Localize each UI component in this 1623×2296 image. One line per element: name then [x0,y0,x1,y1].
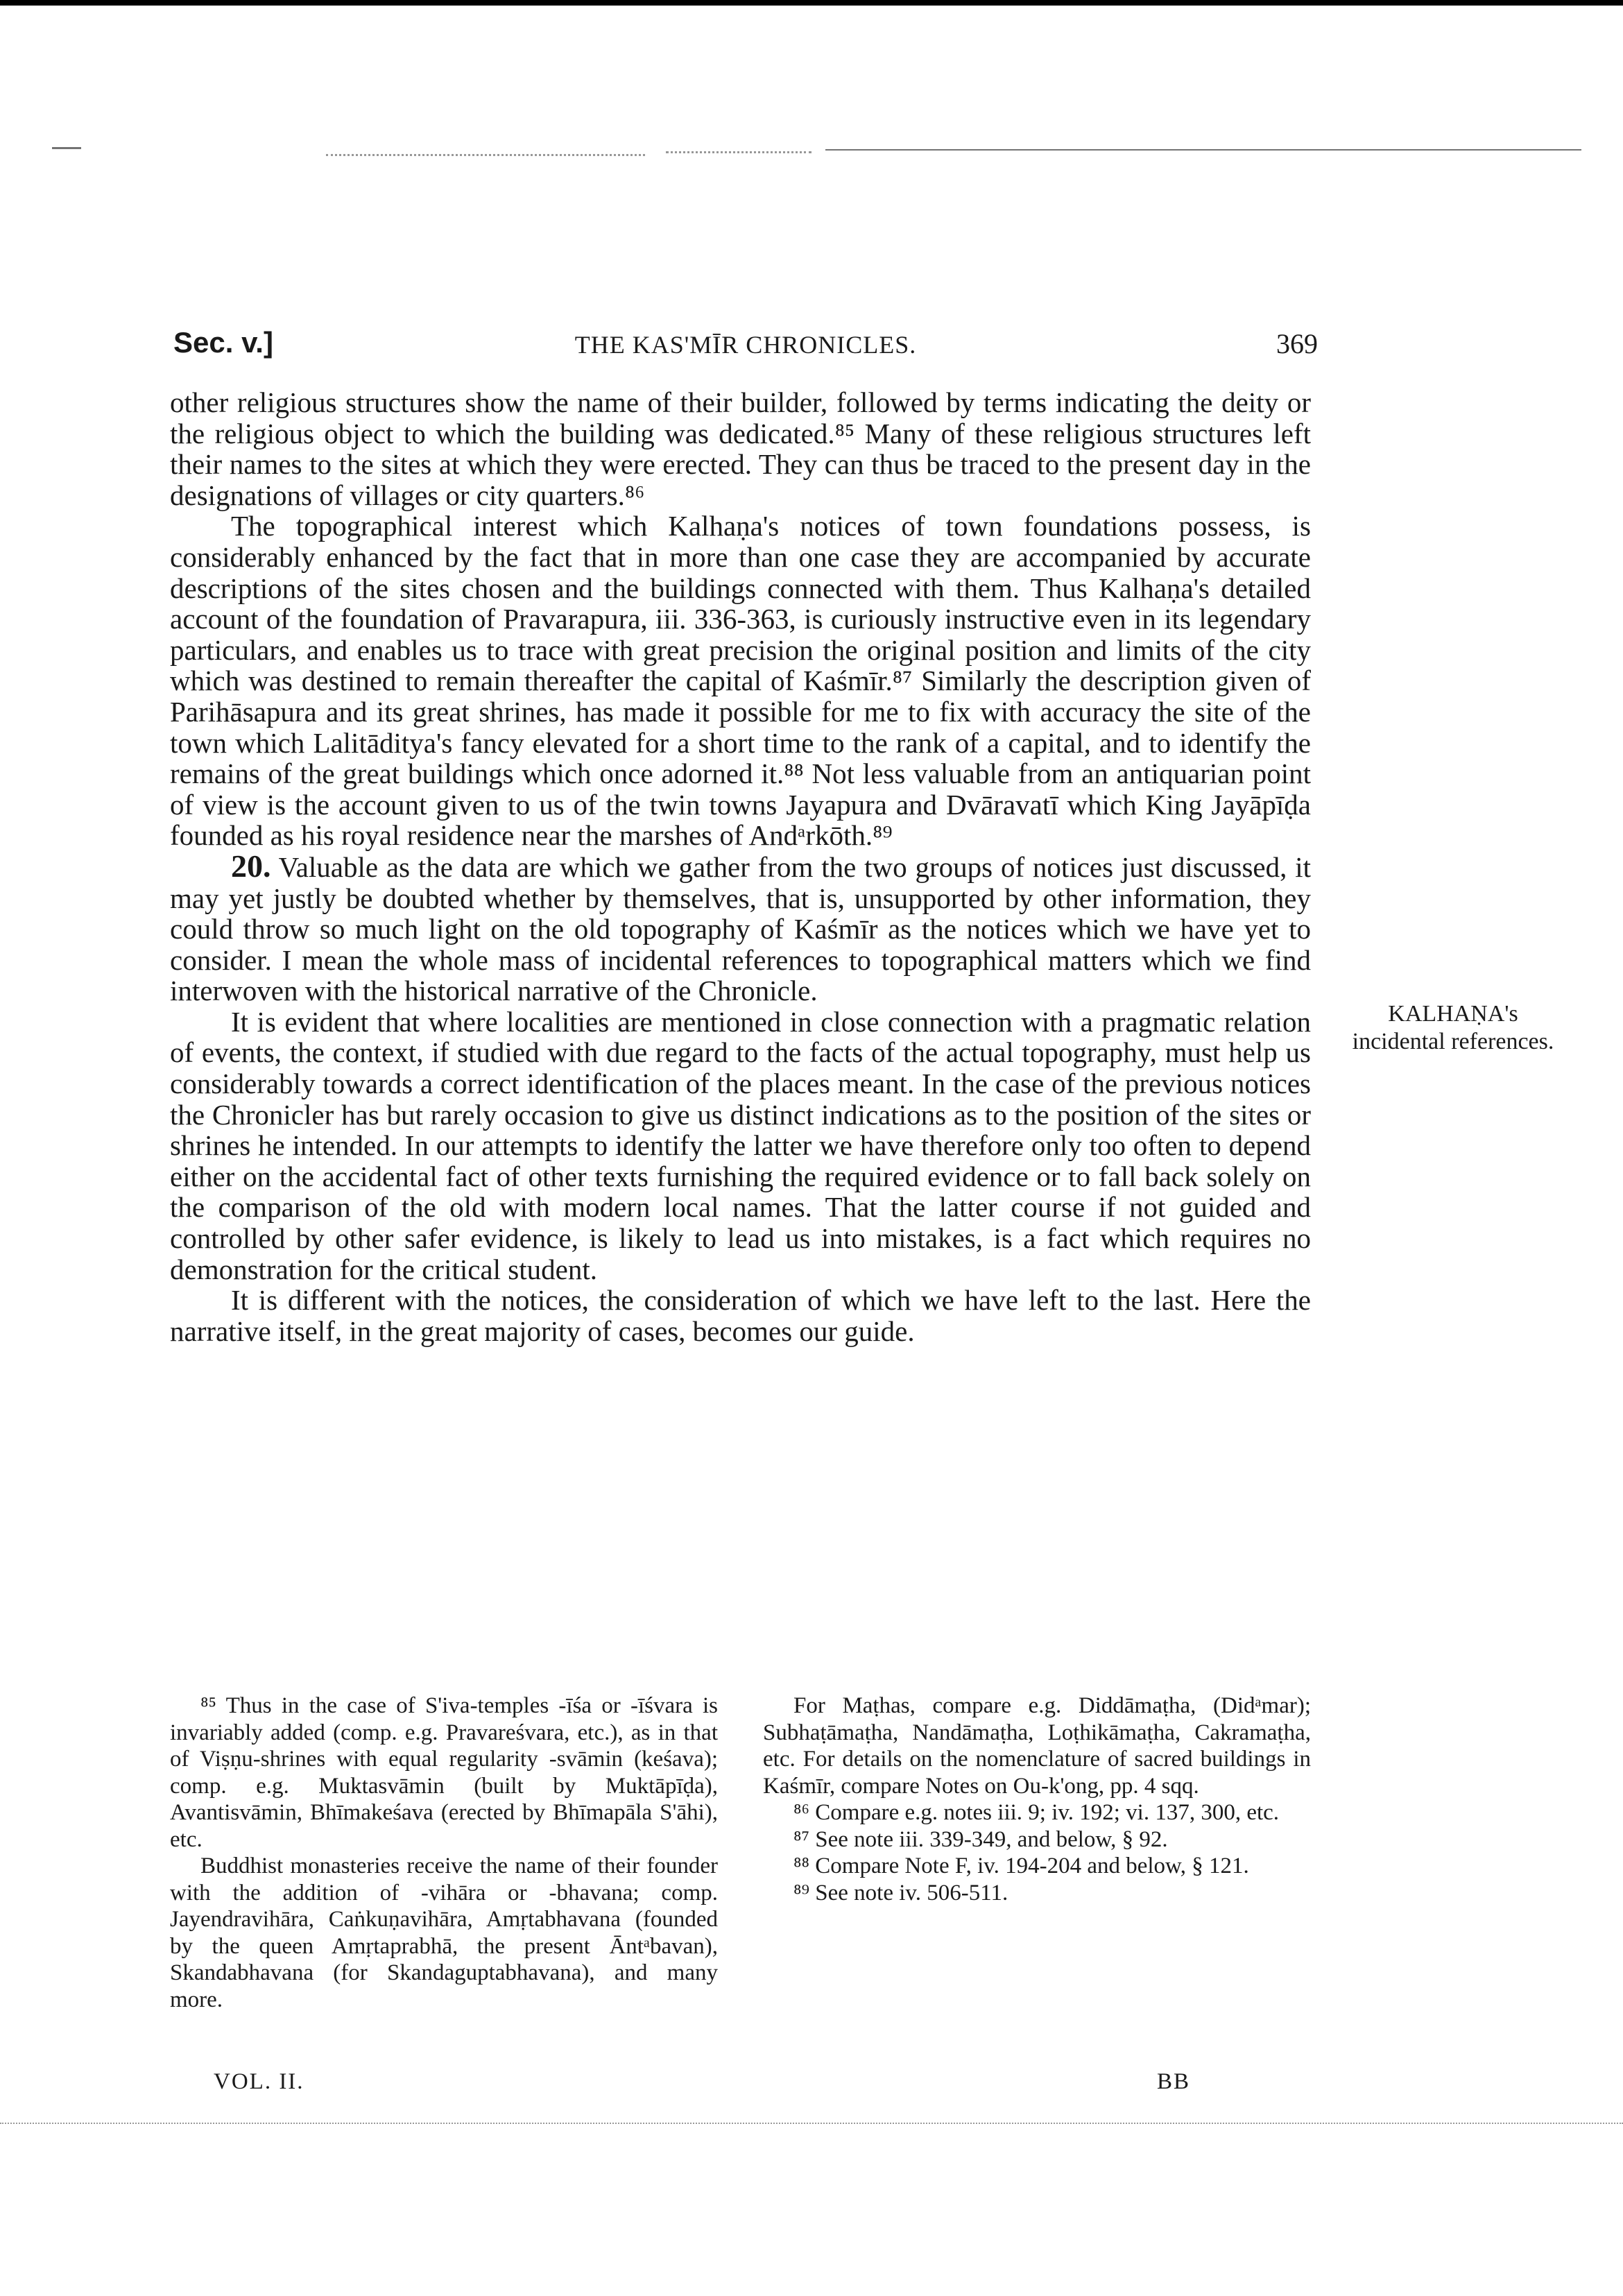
scan-mark-right [825,149,1581,151]
section-number: 20. [231,848,271,884]
footnotes-right-column [763,1693,1311,2013]
volume-label: VOL. II. [214,2069,304,2094]
main-text [170,387,1311,1346]
scan-mark-left [52,147,81,149]
paragraph: It is different with the notices, the consideration of which we have left to the last. Here the narrative itself, in the great majority of cases, becomes our guide. [170,1284,1311,1347]
page-number: 369 [1276,328,1318,359]
footnote: ⁸⁵ Thus in the case of S'iva-temples -īśa or -īśvara is invariably added (comp. e.g. Pravareśvara, etc.), as in that of Viṣṇu-shrines with equal regularity -svāmin (keśava); comp. e.g. Muktasvāmin (built by Muktāpīḍa), Avantisvāmin, Bhīmakeśava (erected by Bhīmapāla S'āhi), etc. [170,1693,718,1852]
footnote: ⁸⁹ See note iv. 506-511. [793,1880,1008,1905]
paragraph: It is evident that where localities are mentioned in close connection with a pragmatic relation of events, the context, if studied with due regard to the facts of the actual topography, must help us considerably towards a correct identification of the places meant. In the case of the previous notices the Chronicler has but rarely occasion to give us distinct indications as to the position of the sites or shrines he intended. In our attempts to identify the latter we have therefore only too often to depend either on the accidental fact of other texts furnishing the required evidence or to fall back solely on the comparison of the old with modern local names. That the latter course if not guided and controlled by other safer evidence, is likely to lead us into mistakes, is a fact which requires no demonstration for the critical student. [170,1005,1311,1285]
footnote: ⁸⁸ Compare Note F, iv. 194-204 and below, § 121. [793,1853,1249,1878]
running-title: THE KAS'MĪR CHRONICLES. [574,331,917,359]
paragraph: other religious structures show the name of their builder, followed by terms indicating the deity or the religious object to which the building was dedicated.⁸⁵ Many of these religious structures left their names to the sites at which they were erected. They can thus be traced to the present day in the designations of villages or city quarters.⁸⁶ [170,386,1311,511]
paragraph-text: Valuable as the data are which we gather from the two groups of notices just discussed, it may yet justly be doubted whether by themselves, that is, unsupported by other information, they could throw so much light on the old topography of Kaśmīr as the notices which we have yet to consider. I mean the whole mass of incidental references to topographical matters which we find interwoven with the historical narrative of the Chronicle. [170,850,1311,1007]
section-paragraph [170,848,1311,1007]
margin-note: KALHAṆA's incidental references. [1352,1001,1554,1054]
scan-mark-bottom [0,2123,1623,2124]
footnote: ⁸⁷ See note iii. 339-349, and below, § 92. [793,1826,1168,1852]
footnotes [170,1693,1311,2013]
paragraph: The topographical interest which Kalhaṇa's notices of town foundations possess, is considerably enhanced by the fact that in more than one case they are accompanied by accurate descriptions of the sites chosen and the buildings connected with them. Thus Kalhaṇa's detailed account of the foundation of Pravarapura, iii. 336-363, is curiously instructive even in its legendary particulars, and enables us to trace with great precision the original position and limits of the city which was destined to remain thereafter the capital of Kaśmīr.⁸⁷ Similarly the description given of Parihāsapura and its great shrines, has made it possible for me to fix with accuracy the site of the town which Lalitāditya's fancy elevated for a short time to the rank of a capital, and to identify the remains of the great buildings which once adorned it.⁸⁸ Not less valuable from an antiquarian point of view is the account given to us of the twin towns Jayapura and Dvāravatī which King Jayāpīḍa founded as his royal residence near the marshes of Andᵃrkōth.⁸⁹ [170,510,1311,852]
scan-mark-dotted [666,151,812,153]
scan-top-border [0,0,1623,6]
scan-mark-dotted [326,154,645,156]
footnote: For Maṭhas, compare e.g. Diddāmaṭha, (Didᵃmar); Subhaṭāmaṭha, Nandāmaṭha, Loṭhikāmaṭha, Cakramaṭha, etc. For details on the nomenclature of sacred buildings in Kaśmīr, compare Notes on Ou-k'ong, pp. 4 sqq. [763,1693,1311,1799]
running-header [173,326,1318,375]
footnote: ⁸⁶ Compare e.g. notes iii. 9; iv. 192; vi. 137, 300, etc. [793,1800,1280,1825]
signature-mark: BB [1157,2069,1191,2094]
footnotes-left-column [170,1693,718,2013]
footnote: Buddhist monasteries receive the name of their founder with the addition of -vihāra or -bhavana; comp. Jayendravihāra, Caṅkuṇavihāra, Amṛtabhavana (founded by the queen Amṛtaprabhā, the present Āntᵃbavan), Skandabhavana (for Skandaguptabhavana), and many more. [170,1853,718,2012]
section-label: Sec. v.] [173,326,273,359]
